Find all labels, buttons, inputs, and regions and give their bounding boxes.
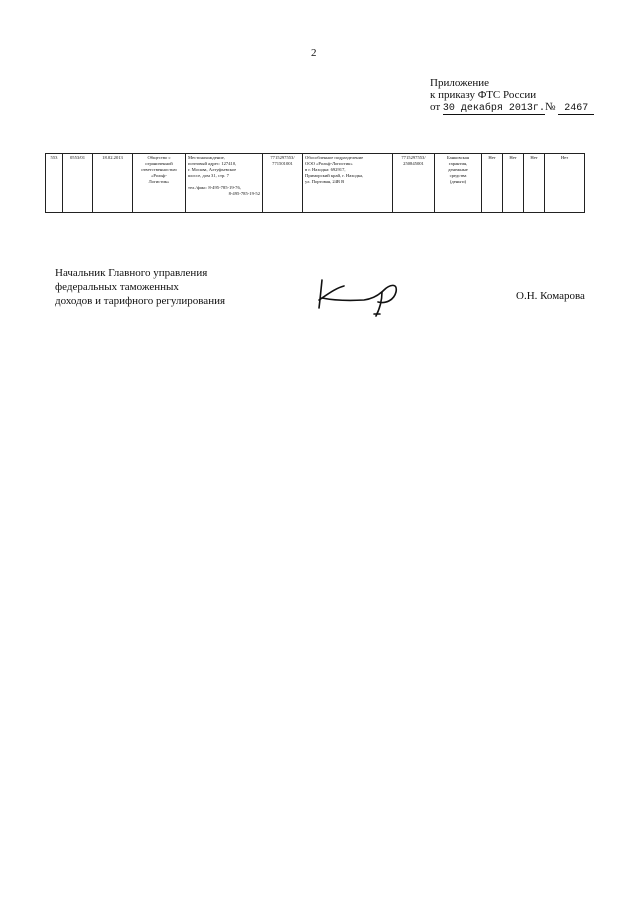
cell-line: шоссе, дом 31, стр. 7: [188, 173, 229, 178]
annex-date-prefix: от: [430, 101, 441, 113]
cell-line: г. Москва, Алтуфьевское: [188, 167, 237, 172]
cell-date: 18.02.2013: [93, 154, 133, 213]
cell-flag-4: Нет: [545, 154, 585, 213]
cell-line: ответственностью: [141, 167, 177, 172]
cell-org-name: [133, 154, 186, 213]
cell-flag-2: Нет: [503, 154, 524, 213]
annex-date: 30 декабря 2013г.: [442, 103, 545, 114]
cell-line: 250845001: [403, 161, 424, 166]
cell-line: тел./факс: 8-495-785-19-76,: [188, 185, 241, 190]
cell-branch: [303, 154, 393, 213]
cell-line: Обособленное подразделение: [305, 155, 364, 160]
cell-reg-number: 0553/01: [63, 154, 93, 213]
signatory-title-line: доходов и тарифного регулирования: [55, 295, 226, 307]
cell-line: денежные: [448, 167, 468, 172]
annex-order-reference: к приказу ФТС России: [430, 89, 537, 101]
cell-security: [435, 154, 482, 213]
cell-line: «Рольф-: [151, 173, 167, 178]
signer-name: О.Н. Комарова: [516, 290, 585, 302]
cell-number: 553: [46, 154, 63, 213]
cell-line: Общество с: [147, 155, 171, 160]
page-number: 2: [311, 47, 317, 59]
cell-line: почтовый адрес: 127410,: [188, 161, 237, 166]
cell-line: 771501001: [272, 161, 293, 166]
annex-number-prefix: №: [544, 101, 556, 113]
table-row: [46, 154, 585, 213]
cell-line: гарантия,: [448, 161, 468, 166]
cell-flag-1: Нет: [482, 154, 503, 213]
annex-date-line: [430, 101, 594, 115]
cell-line: (деньги): [449, 179, 467, 184]
cell-line: 8-495-785-19-52: [228, 191, 260, 196]
cell-line: в г. Находка: 692917,: [305, 167, 346, 172]
cell-line: 7715297553/: [270, 155, 295, 160]
cell-flag-3: Нет: [524, 154, 545, 213]
cell-line: Местонахождение,: [188, 155, 225, 160]
cell-line: Приморский край, г. Находка,: [305, 173, 364, 178]
cell-line: Банковская: [447, 155, 469, 160]
signatory-title: [55, 266, 225, 308]
cell-line: ул. Портовая, 24В В: [305, 179, 345, 184]
cell-line: 7715297553/: [401, 155, 426, 160]
cell-branch-inn-kpp: [393, 154, 435, 213]
cell-line: ООО «Рольф-Логистик»: [305, 161, 353, 166]
annex-header: [430, 77, 594, 115]
annex-title: Приложение: [430, 77, 490, 89]
cell-inn-kpp: [263, 154, 303, 213]
handwritten-signature: [316, 276, 406, 320]
cell-line: Логистик»: [148, 179, 170, 184]
cell-line: ограниченной: [145, 161, 173, 166]
signatory-title-line: федеральных таможенных: [55, 281, 179, 293]
registry-table: [45, 153, 585, 213]
signatory-title-line: Начальник Главного управления: [55, 267, 208, 279]
cell-address: [186, 154, 263, 213]
annex-number: 2467: [558, 103, 594, 115]
cell-line: средства: [449, 173, 467, 178]
